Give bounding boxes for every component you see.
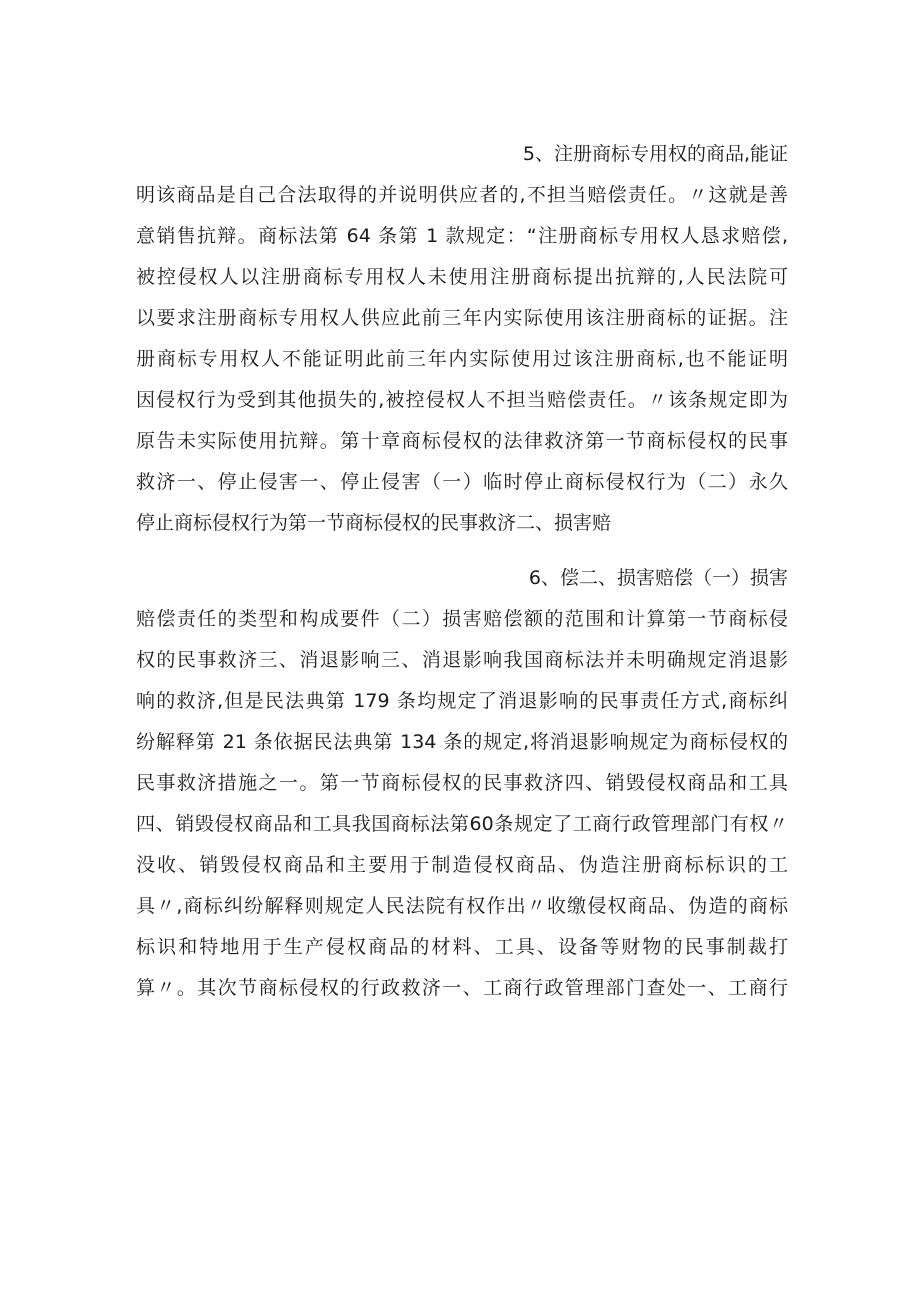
- paragraph-5: [136, 134, 788, 544]
- document-body: [136, 134, 788, 1009]
- paragraph-6-line-4: 响的救济,但是民法典第 179 条均规定了消退影响的民事责任方式,商标纠: [136, 690, 788, 712]
- paragraph-6-line-7: 四、销毁侵权商品和工具我国商标法第60条规定了工商行政管理部门有权〃: [136, 813, 788, 835]
- paragraph-5-line-8: 原告未实际使用抗辩。第十章商标侵权的法律救济第一节商标侵权的民事: [136, 430, 788, 452]
- paragraph-6-line-9: 具〃,商标纠纷解释则规定人民法院有权作出〃收缴侵权商品、伪造的商标: [136, 895, 788, 917]
- paragraph-6-line-6: 民事救济措施之一。第一节商标侵权的民事救济四、销毁侵权商品和工具: [136, 772, 788, 794]
- paragraph-5-line-3: 意销售抗辩。商标法第 64 条第 1 款规定：“注册商标专用权人恳求赔偿,: [136, 225, 788, 247]
- paragraph-5-line-5: 以要求注册商标专用权人供应此前三年内实际使用该注册商标的证据。注: [136, 307, 788, 329]
- paragraph-gap: [136, 544, 788, 558]
- paragraph-6-line-2: 赔偿责任的类型和构成要件（二）损害赔偿额的范围和计算第一节商标侵: [136, 608, 788, 630]
- paragraph-5-line-2: 明该商品是自己合法取得的并说明供应者的,不担当赔偿责任。〃这就是善: [136, 184, 788, 206]
- paragraph-5-line-10: 停止商标侵权行为第一节商标侵权的民事救济二、损害赔: [136, 512, 612, 534]
- paragraph-5-line-7: 因侵权行为受到其他损失的,被控侵权人不担当赔偿责任。〃该条规定即为: [136, 389, 788, 411]
- paragraph-6-line-5: 纷解释第 21 条依据民法典第 134 条的规定,将消退影响规定为商标侵权的: [136, 731, 788, 753]
- paragraph-6: [136, 558, 788, 1009]
- paragraph-6-line-8: 没收、销毁侵权商品和主要用于制造侵权商品、伪造注册商标标识的工: [136, 854, 788, 876]
- paragraph-5-line-9: 救济一、停止侵害一、停止侵害（一）临时停止商标侵权行为（二）永久: [136, 471, 788, 493]
- paragraph-6-line-10: 标识和特地用于生产侵权商品的材料、工具、设备等财物的民事制裁打: [136, 936, 788, 958]
- paragraph-5-line-4: 被控侵权人以注册商标专用权人未使用注册商标提出抗辩的,人民法院可: [136, 266, 788, 288]
- paragraph-5-line-6: 册商标专用权人不能证明此前三年内实际使用过该注册商标,也不能证明: [136, 348, 788, 370]
- paragraph-6-line-11: 算〃。其次节商标侵权的行政救济一、工商行政管理部门查处一、工商行: [136, 977, 788, 999]
- paragraph-5-line-1: 5、注册商标专用权的商品,能证: [522, 143, 788, 165]
- paragraph-6-line-3: 权的民事救济三、消退影响三、消退影响我国商标法并未明确规定消退影: [136, 649, 788, 671]
- paragraph-6-line-1: 6、偿二、损害赔偿（一）损害: [528, 567, 788, 589]
